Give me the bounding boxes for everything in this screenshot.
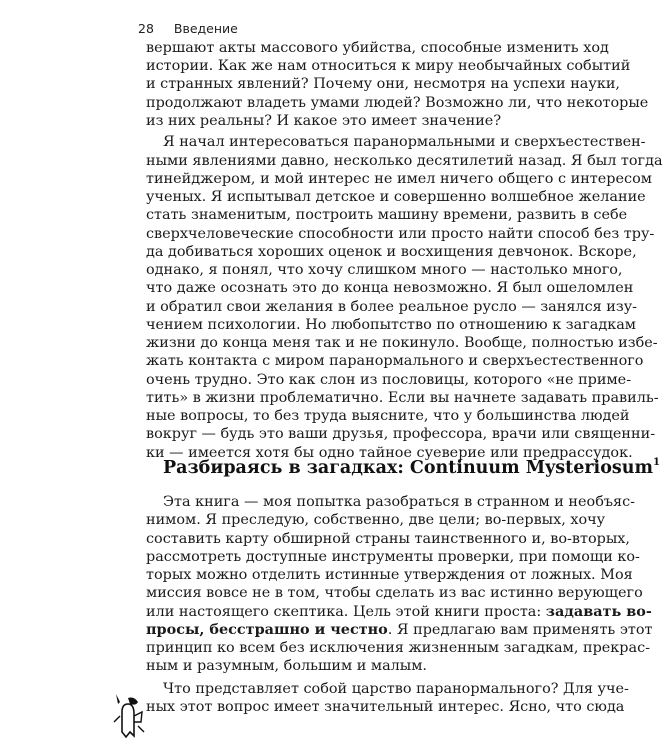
running-header — [138, 21, 238, 36]
text-line: Что представляет собой царство паранормального? Для уче- — [163, 681, 629, 697]
text-line: очень трудно. Это как слон из пословицы, которого «не приме- — [146, 372, 632, 388]
text-line: тинейджером, и мой интерес не имел ничего общего с интересом — [146, 171, 652, 187]
text-line: жизни до конца меня так и не покинуло. Вообще, полностью избе- — [146, 335, 658, 351]
text-line: ными явлениями давно, несколько десятилетий назад. Я был тогда — [146, 153, 663, 169]
text-line — [146, 603, 652, 621]
bold-text: задавать во- — [545, 603, 652, 620]
text-line: торых можно отделить истинные утверждения от ложных. Моя — [146, 567, 633, 583]
ghost-figure-icon — [108, 692, 148, 740]
text-line: из них реальны? И какое это имеет значение? — [146, 113, 502, 129]
text-line: что даже осознать это до конца невозможно. Я был ошеломлен — [146, 280, 634, 296]
text-line: ным и разумным, большим и малым. — [146, 658, 428, 674]
text-line: вершают акты массового убийства, способные изменить ход — [146, 40, 609, 56]
text-line: вокруг — будь это ваши друзья, профессора, врачи или священни- — [146, 426, 656, 442]
text-line: чением психологии. Но любопытство по отношению к загадкам — [146, 317, 636, 333]
text-line: и обратил свои желания в более реальное русло — занялся изу- — [146, 299, 638, 315]
section-heading-text: Разбираясь в загадках: Continuum Mysteriosum — [163, 458, 653, 478]
text-line: ки — имеется хотя бы одно тайное суеверие или предрассудок. — [146, 445, 633, 461]
text-run: или настоящего скептика. Цель этой книги проста: — [146, 604, 546, 620]
text-line: истории. Как же нам относиться к миру необычайных событий — [146, 58, 631, 74]
text-line — [146, 621, 653, 639]
text-line: составить карту обширной страны таинственного и, во-вторых, — [146, 531, 630, 547]
text-line: жать контакта с миром паранормального и сверхъестественного — [146, 353, 644, 369]
text-line: Эта книга — моя попытка разобраться в странном и необъяс- — [163, 494, 636, 510]
section-heading — [163, 457, 660, 478]
footnote-marker: 1 — [652, 457, 660, 468]
text-line: и странных явлений? Почему они, несмотря на успехи науки, — [146, 76, 620, 92]
text-line: тить» в жизни проблематично. Если вы начнете задавать правиль- — [146, 390, 659, 406]
text-line: ных этот вопрос имеет значительный интерес. Ясно, что сюда — [146, 699, 625, 715]
bold-text: просы, бесстрашно и честно — [146, 621, 388, 638]
text-line: ные вопросы, то без труда выясните, что у большинства людей — [146, 408, 630, 424]
text-line: сверхчеловеческие способности или просто найти способ без тру- — [146, 226, 655, 242]
text-line: стать знаменитым, построить машину времени, развить в себе — [146, 207, 628, 223]
page-number: 28 — [138, 21, 154, 36]
text-line: ученых. Я испытывал детское и совершенно волшебное желание — [146, 189, 646, 205]
text-line: да добиваться хороших оценок и восхищения девчонок. Вскоре, — [146, 244, 637, 260]
text-line: принцип ко всем без исключения жизненным загадкам, прекрас- — [146, 640, 651, 656]
text-line: миссия вовсе не в том, чтобы сделать из вас истинно верующего — [146, 585, 643, 601]
text-run: . Я предлагаю вам применять этот — [387, 622, 653, 638]
text-line: нимом. Я преследую, собственно, две цели; во-первых, хочу — [146, 512, 606, 528]
running-title: Введение — [173, 21, 238, 36]
text-line: рассмотреть доступные инструменты проверки, при помощи ко- — [146, 549, 640, 565]
text-line: однако, я понял, что хочу слишком много — настолько много, — [146, 262, 623, 278]
text-line: Я начал интересоваться паранормальными и сверхъестествен- — [163, 134, 646, 150]
text-line: продолжают владеть умами людей? Возможно ли, что некоторые — [146, 95, 649, 111]
